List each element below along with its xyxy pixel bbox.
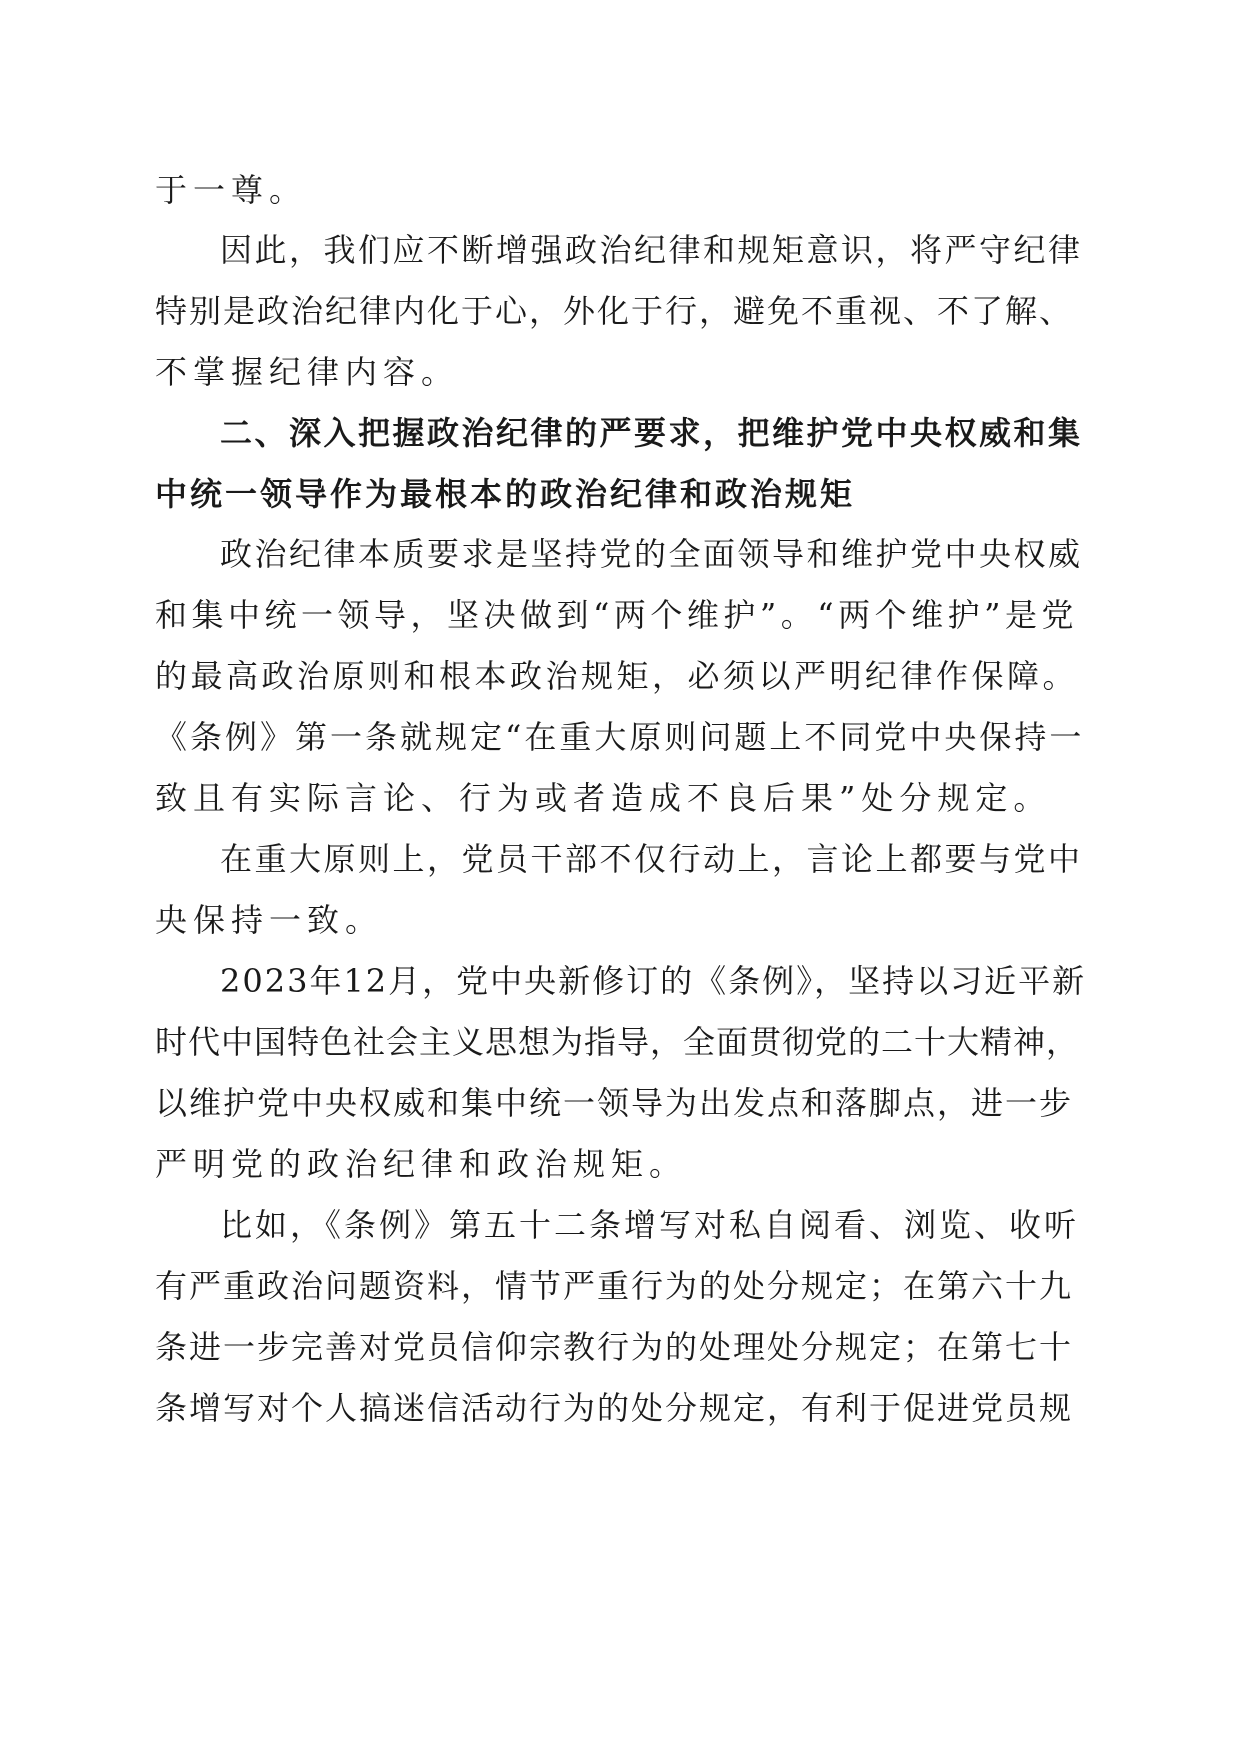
section-heading: 中统一领导作为最根本的政治纪律和政治规矩 [155,475,856,513]
paragraph-first-line: 因此，我们应不断增强政治纪律和规矩意识，将严守纪律 [220,231,1083,269]
paragraph-first-line: 2023年12月，党中央新修订的《条例》，坚持以习近平新 [220,962,1087,1000]
paragraph-first-line: 比如，《条例》第五十二条增写对私自阅看、浏览、收听 [220,1206,1080,1244]
paragraph-first-line: 在重大原则上，党员干部不仅行动上，言论上都要与党中 [220,840,1083,878]
paragraph-first-line: 政治纪律本质要求是坚持党的全面领导和维护党中央权威 [220,535,1083,573]
text-line: 时代中国特色社会主义思想为指导，全面贯彻党的二十大精神， [155,1023,1080,1061]
text-line: 致且有实际言论、行为或者造成不良后果”处分规定。 [155,779,1052,817]
text-line: 的最高政治原则和根本政治规矩，必须以严明纪律作保障。 [155,657,1079,695]
text-line: 以维护党中央权威和集中统一领导为出发点和落脚点，进一步 [155,1084,1074,1122]
text-line: 特别是政治纪律内化于心，外化于行，避免不重视、不了解、 [155,292,1074,330]
text-line: 和集中统一领导，坚决做到“两个维护”。“两个维护”是党 [155,596,1078,634]
section-heading: 二、深入把握政治纪律的严要求，把维护党中央权威和集 [220,414,1083,452]
text-line: 严明党的政治纪律和政治规矩。 [155,1145,688,1183]
text-line: 条增写对个人搞迷信活动行为的处分规定，有利于促进党员规 [155,1389,1074,1427]
text-line: 有严重政治问题资料，情节严重行为的处分规定；在第六十九 [155,1267,1074,1305]
text-line: 于一尊。 [155,171,308,209]
text-line: 不掌握纪律内容。 [155,353,460,391]
text-line: 《条例》第一条就规定“在重大原则问题上不同党中央保持一 [155,718,1085,756]
text-line: 央保持一致。 [155,901,384,939]
text-line: 条进一步完善对党员信仰宗教行为的处理处分规定；在第七十 [155,1328,1074,1366]
